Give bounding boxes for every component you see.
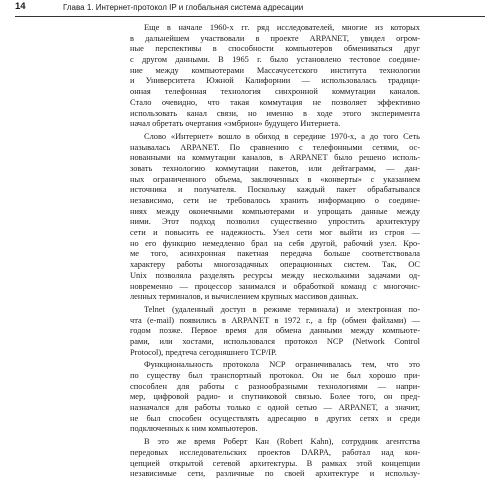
text-line: В это же время Роберт Кан (Robert Kahn), сотрудник агентства (144, 437, 420, 447)
text-line: онная телефонная технология синхронной коммутации каналов. (130, 87, 420, 97)
text-line: Функциональность протокола NCP ограничивалась тем, что это (144, 360, 420, 370)
paragraph (130, 23, 420, 130)
text-line: ных ограниченного объема, заключенных в «конверты» с указанием (130, 174, 420, 184)
text-line: но его функцию немедленно брал на себя другой, рабочий узел. Кро- (130, 238, 420, 248)
text-line: Слово «Интернет» вошло в обиход в середине 1970-х, а до того Сеть (144, 131, 420, 141)
text-line: передовых исследовательских проектов DARPA, работал над кон- (130, 447, 420, 457)
text-line: ние между компьютерами Массачусетского института технологии (130, 65, 420, 75)
text-line: назначался для работы только с одной сетью — ARPANET, а значит, (130, 403, 420, 413)
text-line: характеру работы многозадачных операционных систем. Так, ОС (130, 260, 420, 270)
paragraph (130, 305, 420, 358)
text-line: ме того, асинхронная пакетная передача больше соответствовала (130, 249, 420, 259)
text-line: по существу был транспортный протокол. Он не был хорошо при- (130, 371, 420, 380)
text-line: в дальнейшем участвовали в проекте ARPANET, увидел огром- (130, 33, 420, 43)
text-line: ними. Этот подход позволил существенно упростить архитектуру (130, 217, 420, 227)
text-line: способлен для работы с разнообразными технологиями — напри- (130, 381, 420, 391)
text-line: рами, или хостами, использовался протокол NCP (Network Control (130, 336, 420, 346)
text-line: использовать канал связи, но именно в ходе этого эксперимента (130, 108, 420, 118)
paragraph (130, 437, 420, 480)
text-line: нованными на коммутации каналов, в ARPANET было решено исполь- (130, 153, 420, 163)
text-line: годом позже. Первое время для обмена данными между компьюте- (130, 326, 420, 336)
text-line: источника и получателя. Поскольку каждый пакет обрабатывался (130, 185, 420, 195)
text-line: Unix позволяла разделять ресурсы между несколькими задачами од- (130, 270, 420, 280)
text-line: мер, цифровой радио- и спутниковой связью. Более того, он пред- (130, 392, 420, 402)
text-line: новременно — процессор занимался и обработкой команд с многочис- (130, 281, 420, 291)
page-header (15, 0, 485, 17)
paragraph (130, 360, 420, 435)
text-line: Telnet (удаленный доступ в режиме терминала) и электронная по- (144, 304, 420, 314)
text-line: чта (e-mail) появились в ARPANET в 1972 г., а ftp (обмен файлами) — (130, 315, 420, 325)
text-line: Еще в начале 1960-х гг. ряд исследователей, многие из которых (144, 23, 420, 32)
paragraph (130, 132, 420, 303)
text-line: и Университета Южной Калифорнии — использовалась традици- (130, 76, 420, 86)
text-line: независимые сети, различные по своей архитектуре и использу- (130, 469, 420, 479)
text-line: называлась ARPANET. По сравнению с телефонными сетями, ос- (130, 142, 420, 152)
text-line: ленных терминалов, и вычислением крупных массивов данных. (130, 292, 359, 302)
page-number: 14 (15, 1, 26, 12)
body-text (130, 23, 420, 480)
chapter-title: Глава 1. Интернет-протокол IP и глобальная система адресации (63, 3, 304, 12)
text-line: ниях между оконечными компьютерами и упрощать данные между (130, 206, 420, 216)
text-line: зовать технологию коммутации пакетов, или дейтаграмм, — дан- (130, 163, 420, 173)
text-line: сети и повысить ее надежность. Узел сети мог выйти из строя — (130, 228, 420, 238)
text-line: подключенных к ним компьютеров. (130, 424, 258, 434)
text-line: ные перспективы в способности компьютеров обмениваться друг (130, 44, 420, 54)
text-line: независимо, сети не требовалось хранить информацию о соедине- (130, 196, 420, 205)
text-line: с другом данными. В 1965 г. было установлено тестовое соедине- (130, 55, 420, 65)
text-line: начал обретать очертания «эмбрион» будущего Интернета. (130, 119, 341, 129)
text-line: Стало очевидно, что такая коммутация не позволяет эффективно (130, 97, 420, 107)
text-line: не был способен осуществлять адресацию в других сетях и среди (130, 413, 420, 423)
text-line: Protocol), предтеча сегодняшнего TCP/IP. (130, 347, 277, 357)
text-line: цепцией открытой сетевой архитектуры. В рамках этой концепции (130, 458, 420, 468)
